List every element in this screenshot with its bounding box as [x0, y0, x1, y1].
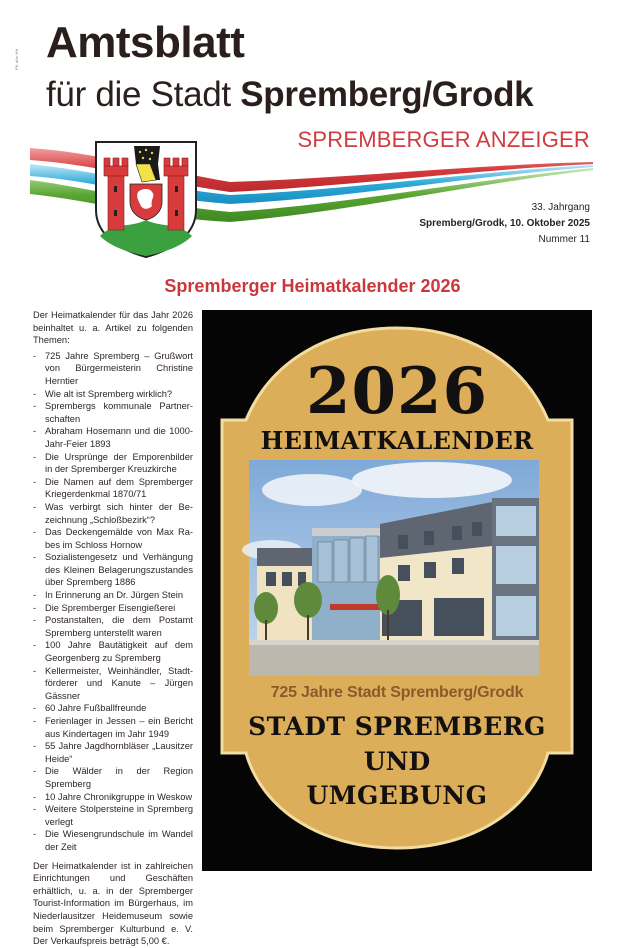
list-item: - Die Ursprünge der Emporenbilder in der Spremberger Kreuzkirche — [33, 451, 193, 476]
coat-of-arms-icon — [94, 140, 198, 258]
list-item: - Was verbirgt sich hinter der Bezeichnung „Schloßbezirk“? — [33, 501, 193, 526]
list-item: - Kellermeister, Weinhändler, Stadtförderer und Kanute – Jürgen Gässner — [33, 665, 193, 703]
masthead-subtitle — [46, 73, 533, 117]
issue-volume: 33. Jahrgang — [531, 202, 590, 213]
list-item: - Ferienlager in Jessen – ein Bericht aus Kindertagen im Jahr 1949 — [33, 715, 193, 740]
cover-line-1: STADT SPREMBERG — [248, 712, 546, 741]
list-item: - Sozialistengesetz und Verhängung des Kleinen Belagerungszustandes über Spremberg 1886 — [33, 551, 193, 589]
list-item: - Die Wiesengrundschule im Wandel der Zeit — [33, 828, 193, 853]
article-intro: Der Heimatkalender für das Jahr 2026 beinhaltet u. a. Artikel zu folgenden Themen: — [33, 310, 193, 346]
town-building-photo — [242, 460, 539, 676]
list-item: - 55 Jahre Jagdhornbläser „Lausitzer Heide“ — [33, 740, 193, 765]
list-item: - In Erinnerung an Dr. Jürgen Stein — [33, 589, 193, 602]
article-outro: Der Heimatkalender ist in zahlreichen Einrichtungen und Geschäften erhältlich, u. a. in der Spremberger Tourist-Information im Bürgerhaus, im Niederlausitzer Heidemuseum sowie beim Spremberger Kulturbund e. V. Der Verkaufspreis beträgt 5,00 €. — [33, 860, 193, 947]
side-note: PK alle HH — [14, 48, 19, 70]
topic-list — [33, 350, 193, 854]
list-item: - 100 Jahre Bautätigkeit auf dem Georgenberg zu Spremberg — [33, 639, 193, 664]
masthead-title: Amtsblatt — [46, 18, 245, 67]
cover-line-3: UMGEBUNG — [306, 781, 488, 810]
calendar-cover-image — [202, 310, 592, 871]
paper-name: SPREMBERGER ANZEIGER — [297, 127, 590, 152]
subtitle-city: Spremberg/Grodk — [240, 75, 534, 114]
issue-number: Nummer 11 — [538, 234, 590, 245]
list-item: - 60 Jahre Fußballfreunde — [33, 702, 193, 715]
issue-info — [419, 200, 590, 248]
list-item: - Sprembergs kommunale Partnerschaften — [33, 400, 193, 425]
cover-line-2: UND — [363, 747, 431, 776]
list-item: - Die Wälder in der Region Spremberg — [33, 765, 193, 790]
list-item: - Abraham Hosemann und die 1000-Jahr-Feier 1893 — [33, 425, 193, 450]
issue-date: Spremberg/Grodk, 10. Oktober 2025 — [419, 218, 590, 229]
cover-title: HEIMATKALENDER — [260, 426, 534, 455]
article-body — [33, 309, 193, 948]
cover-jubilee: 725 Jahre Stadt Spremberg/Grodk — [270, 684, 524, 701]
article-headline: Spremberger Heimatkalender 2026 — [164, 276, 461, 296]
list-item: - Wie alt ist Spremberg wirklich? — [33, 388, 193, 401]
list-item: - Das Deckengemälde von Max Rabes im Schloss Hornow — [33, 526, 193, 551]
list-item: - 10 Jahre Chronikgruppe in Weskow — [33, 791, 193, 804]
cover-year: 2026 — [305, 354, 489, 429]
list-item: - Die Namen auf dem Spremberger Kriegerdenkmal 1870/71 — [33, 476, 193, 501]
list-item: - Die Spremberger Eisengießerei — [33, 602, 193, 615]
list-item: - Postanstalten, die dem Postamt Spremberg unterstellt waren — [33, 614, 193, 639]
subtitle-prefix: für die Stadt — [46, 75, 231, 114]
list-item: - Weitere Stolpersteine in Spremberg verlegt — [33, 803, 193, 828]
list-item: - 725 Jahre Spremberg – Grußwort von Bürgermeisterin Christine Herntier — [33, 350, 193, 388]
